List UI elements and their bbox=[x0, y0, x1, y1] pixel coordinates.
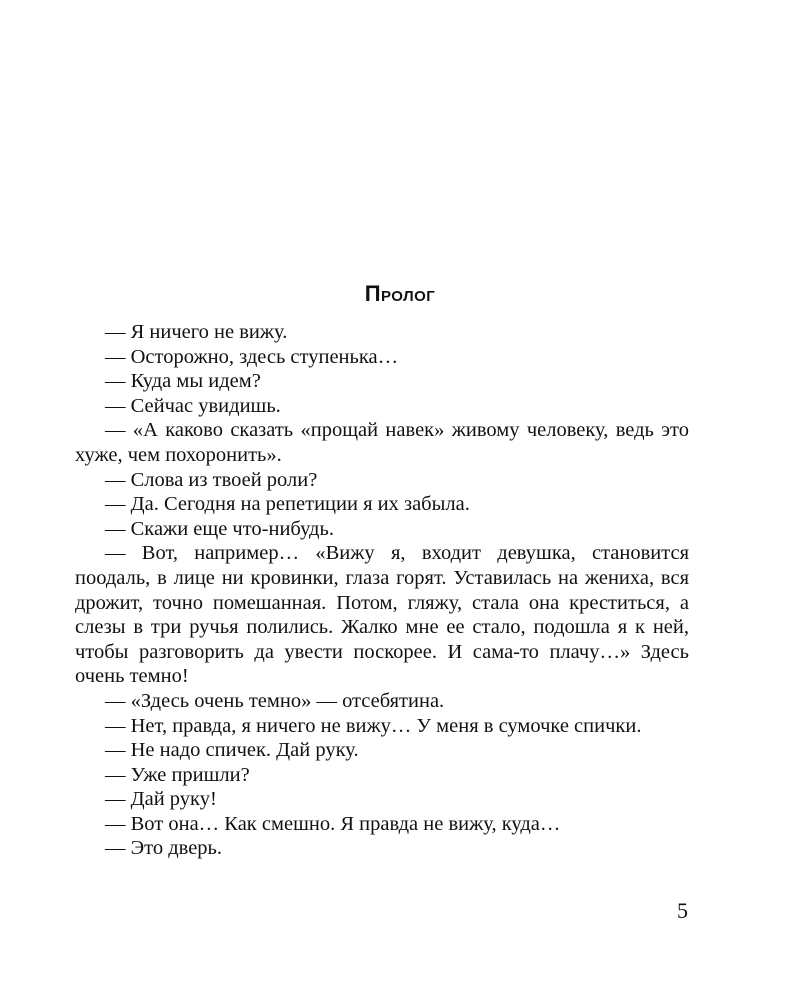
paragraph: — Сейчас увидишь. bbox=[105, 394, 281, 417]
paragraph: — Уже пришли? bbox=[105, 763, 250, 786]
paragraph: — Нет, правда, я ничего не вижу… У меня в сумочке спички. bbox=[105, 714, 642, 737]
paragraph: — Слова из твоей роли? bbox=[105, 468, 318, 491]
paragraph: — Куда мы идем? bbox=[105, 370, 261, 393]
paragraph: — «А каково сказать «прощай навек» живому человеку, ведь это хуже, чем похоронить». bbox=[75, 419, 689, 466]
chapter-body bbox=[75, 320, 689, 861]
paragraph: — «Здесь очень темно» — отсебятина. bbox=[105, 689, 445, 712]
paragraph: — Да. Сегодня на репетиции я их забыла. bbox=[105, 493, 470, 516]
paragraph: — Вот, например… «Вижу я, входит девушка, становится поодаль, в лице ни кровинки, глаза горят. Уставилась на жениха, вся дрожит, точно помешанная. Потом, гляжу, стала она креститься, а слезы в три ручья полились. Жалко мне ее стало, подошла я к ней, чтобы разговорить да увести поскорее. И сама-то плачу…» Здесь очень темно! bbox=[75, 542, 689, 688]
paragraph: — Осторожно, здесь ступенька… bbox=[105, 345, 399, 368]
chapter-title: Пролог bbox=[364, 281, 436, 306]
paragraph: — Не надо спичек. Дай руку. bbox=[105, 739, 359, 762]
paragraph: — Это дверь. bbox=[105, 837, 223, 860]
page-number: 5 bbox=[677, 898, 688, 923]
paragraph: — Вот она… Как смешно. Я правда не вижу, куда… bbox=[105, 812, 561, 835]
paragraph: — Скажи еще что-нибудь. bbox=[105, 517, 334, 540]
paragraph: — Я ничего не вижу. bbox=[105, 321, 288, 343]
paragraph: — Дай руку! bbox=[105, 788, 217, 811]
